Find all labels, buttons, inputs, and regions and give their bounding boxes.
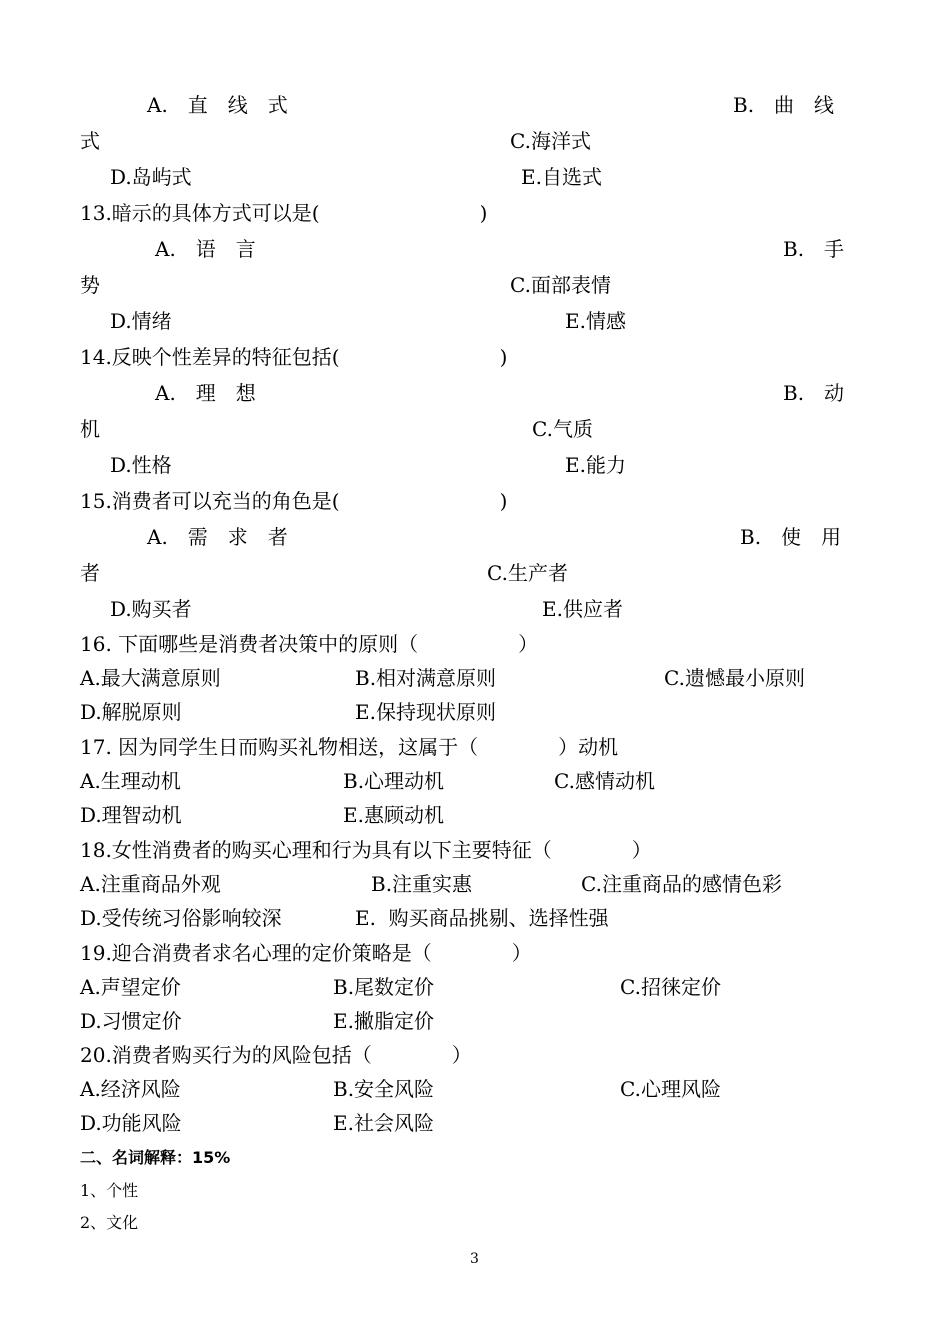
page-number: 3 xyxy=(470,1251,479,1267)
q15-option-a: A. 需 求 者 xyxy=(147,525,288,549)
q17-option-e: E.惠顾动机 xyxy=(343,803,444,827)
q12-option-b-wrap: 式 xyxy=(80,129,100,153)
q19-option-b: B.尾数定价 xyxy=(333,975,435,999)
q19-option-e: E.撇脂定价 xyxy=(333,1009,434,1033)
q17-stem: 17. 因为同学生日而购买礼物相送，这属于（ ）动机 xyxy=(80,735,619,759)
q17-option-d: D.理智动机 xyxy=(80,803,182,827)
q12-option-b: B. 曲 线 xyxy=(733,93,835,117)
q16-stem: 16. 下面哪些是消费者决策中的原则（ ） xyxy=(80,632,539,656)
section-2-title: 二、名词解释：15% xyxy=(80,1148,231,1167)
q14-option-b-wrap: 机 xyxy=(80,417,100,441)
q15-option-b-wrap: 者 xyxy=(80,561,100,585)
q14-stem: 14.反映个性差异的特征包括( ) xyxy=(80,345,508,369)
q13-option-a: A. 语 言 xyxy=(155,237,256,261)
q19-option-c: C.招徕定价 xyxy=(620,975,721,999)
q16-option-c: C.遗憾最小原则 xyxy=(664,666,805,690)
q12-option-d: D.岛屿式 xyxy=(110,165,192,189)
q12-option-e: E.自选式 xyxy=(521,165,602,189)
q18-option-b: B.注重实惠 xyxy=(371,872,473,896)
q20-option-a: A.经济风险 xyxy=(80,1077,181,1101)
term-item: 2、文化 xyxy=(80,1213,139,1232)
q17-option-a: A.生理动机 xyxy=(80,769,181,793)
q15-option-c: C.生产者 xyxy=(487,561,568,585)
q16-option-a: A.最大满意原则 xyxy=(80,666,221,690)
q18-option-d: D.受传统习俗影响较深 xyxy=(80,906,282,930)
q12-option-c: C.海洋式 xyxy=(510,129,591,153)
q17-option-b: B.心理动机 xyxy=(343,769,445,793)
q13-option-d: D.情绪 xyxy=(110,309,172,333)
q14-option-b: B. 动 xyxy=(783,381,845,405)
q13-option-c: C.面部表情 xyxy=(510,273,611,297)
q19-option-d: D.习惯定价 xyxy=(80,1009,182,1033)
q18-stem: 18.女性消费者的购买心理和行为具有以下主要特征（ ） xyxy=(80,838,652,862)
q18-option-a: A.注重商品外观 xyxy=(80,872,221,896)
q19-option-a: A.声望定价 xyxy=(80,975,181,999)
q13-option-e: E.情感 xyxy=(565,309,626,333)
q14-option-a: A. 理 想 xyxy=(155,381,256,405)
q16-option-d: D.解脱原则 xyxy=(80,700,182,724)
q15-option-e: E.供应者 xyxy=(542,597,623,621)
q20-option-b: B.安全风险 xyxy=(333,1077,435,1101)
q20-option-c: C.心理风险 xyxy=(620,1077,721,1101)
q14-option-e: E.能力 xyxy=(565,453,626,477)
q13-stem: 13.暗示的具体方式可以是( ) xyxy=(80,201,488,225)
q16-option-e: E.保持现状原则 xyxy=(355,700,496,724)
q19-stem: 19.迎合消费者求名心理的定价策略是（ ） xyxy=(80,941,532,965)
q14-option-d: D.性格 xyxy=(110,453,172,477)
q13-option-b-wrap: 势 xyxy=(80,273,100,297)
q17-option-c: C.感情动机 xyxy=(554,769,655,793)
term-item: 1、个性 xyxy=(80,1181,139,1200)
q15-stem: 15.消费者可以充当的角色是( ) xyxy=(80,489,508,513)
q20-option-d: D.功能风险 xyxy=(80,1111,182,1135)
q18-option-e: E. 购买商品挑剔、选择性强 xyxy=(355,906,609,930)
q20-stem: 20.消费者购买行为的风险包括（ ） xyxy=(80,1043,472,1067)
q15-option-d: D.购买者 xyxy=(110,597,192,621)
q18-option-c: C.注重商品的感情色彩 xyxy=(581,872,782,896)
q15-option-b: B. 使 用 xyxy=(740,525,842,549)
q12-option-a: A. 直 线 式 xyxy=(147,93,288,117)
q14-option-c: C.气质 xyxy=(532,417,593,441)
q13-option-b: B. 手 xyxy=(783,237,845,261)
q20-option-e: E.社会风险 xyxy=(333,1111,434,1135)
q16-option-b: B.相对满意原则 xyxy=(355,666,497,690)
